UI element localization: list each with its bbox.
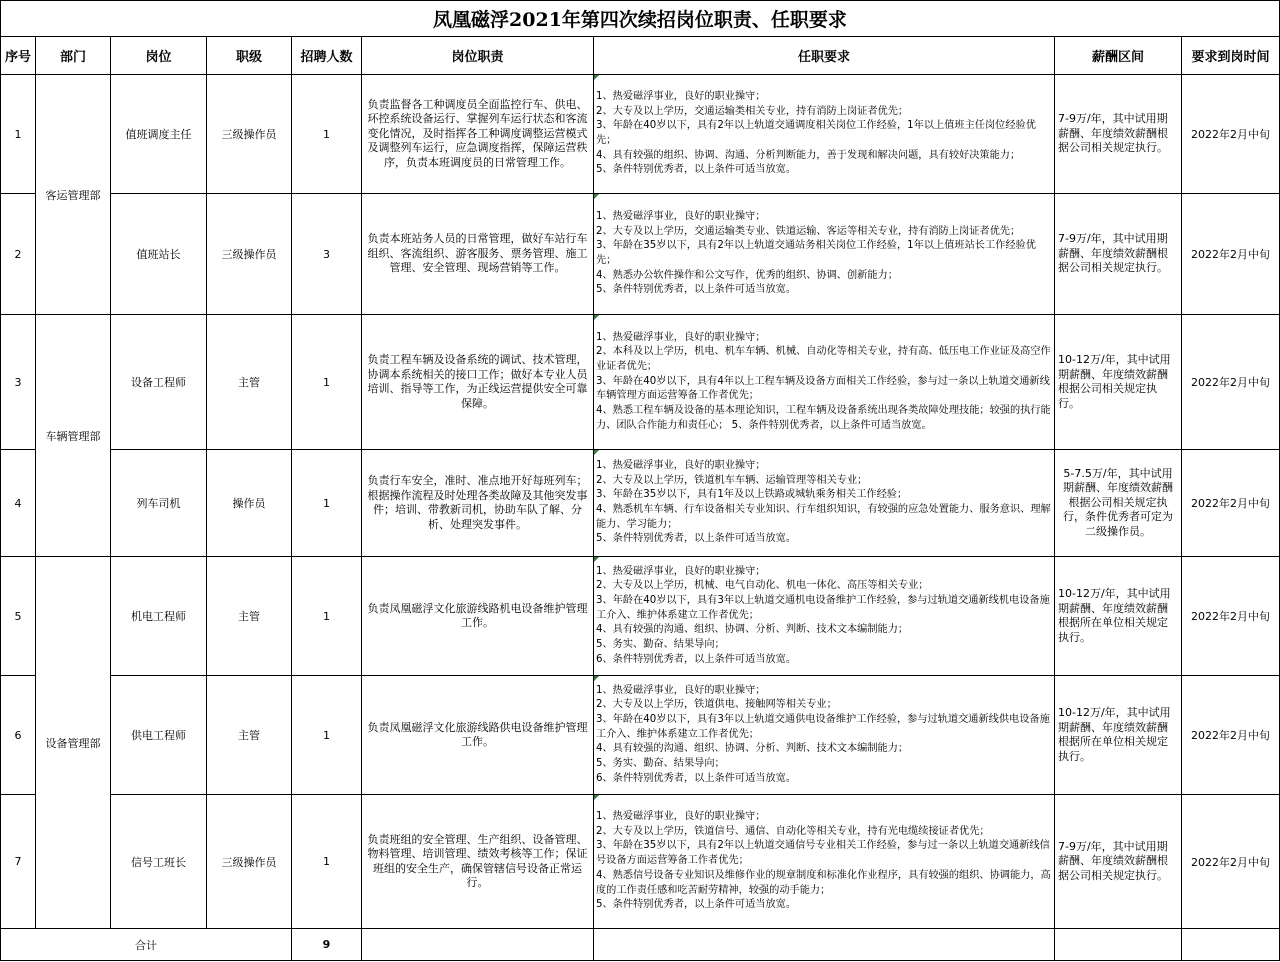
row-req: 1、热爱磁浮事业，良好的职业操守； 2、大专及以上学历，机械、电气自动化、机电一体化、高压等相关专业； 3、年龄在40岁以下，具有3年以上轨道交通机电设备维护工作经验，参与过轨道交通新线机电设备施工介入、维护体系建立工作者优先； 4、具有较强的沟通、组织、协调、分析、判断、技术文本编制能力； 5、务实、勤奋、结果导向； 6、条件特别优秀者，以上条件可适当放宽。: [594, 557, 1055, 676]
row-arrival: 2022年2月中旬: [1182, 557, 1280, 676]
row-count: 1: [292, 315, 362, 450]
row-level: 主管: [207, 676, 292, 795]
total-label: 合计: [1, 929, 292, 961]
empty-cell: [1055, 929, 1182, 961]
row-position: 供电工程师: [111, 676, 207, 795]
row-position: 信号工班长: [111, 795, 207, 929]
row-duty: 负责行车安全，准时、准点地开好每班列车；根据操作流程及时处理各类故障及其他突发事件；培训、带教新司机，协助车队了解、分析、处理突发事件。: [362, 450, 594, 557]
row-arrival: 2022年2月中旬: [1182, 194, 1280, 315]
dept-cell: 车辆管理部: [36, 315, 111, 557]
row-req: 1、热爱磁浮事业，良好的职业操守； 2、大专及以上学历，铁道供电、接触网等相关专业； 3、年龄在40岁以下，具有3年以上轨道交通供电设备维护工作经验，参与过轨道交通新线供电设备施工介入、维护体系建立工作者优先； 4、具有较强的沟通、组织、协调、分析、判断、技术文本编制能力； 5、务实、勤奋、结果导向； 6、条件特别优秀者，以上条件可适当放宽。: [594, 676, 1055, 795]
header-count: 招聘人数: [292, 37, 362, 75]
row-level: 三级操作员: [207, 795, 292, 929]
row-duty: 负责凤凰磁浮文化旅游线路供电设备维护管理工作。: [362, 676, 594, 795]
header-salary: 薪酬区间: [1055, 37, 1182, 75]
row-salary: 7-9万/年，其中试用期薪酬、年度绩效薪酬根据公司相关规定执行。: [1055, 194, 1182, 315]
row-seq: 2: [1, 194, 36, 315]
header-position: 岗位: [111, 37, 207, 75]
row-req: 1、热爱磁浮事业，良好的职业操守； 2、大专及以上学历，交通运输类专业、铁道运输、客运等相关专业，持有消防上岗证者优先； 3、年龄在35岁以下，具有2年以上轨道交通站务相关岗位工作经验，1年以上值班站长工作经验优先； 4、熟悉办公软件操作和公文写作，优秀的组织、协调、创新能力； 5、条件特别优秀者，以上条件可适当放宽。: [594, 194, 1055, 315]
row-seq: 5: [1, 557, 36, 676]
row-position: 设备工程师: [111, 315, 207, 450]
row-count: 1: [292, 75, 362, 194]
row-duty: 负责本班站务人员的日常管理，做好车站行车组织、客流组织、游客服务、票务管理、施工管理、安全管理、现场营销等工作。: [362, 194, 594, 315]
row-arrival: 2022年2月中旬: [1182, 450, 1280, 557]
row-level: 主管: [207, 315, 292, 450]
row-position: 值班站长: [111, 194, 207, 315]
row-salary: 10-12万/年，其中试用期薪酬、年度绩效薪酬根据所在单位相关规定执行。: [1055, 557, 1182, 676]
header-req: 任职要求: [594, 37, 1055, 75]
dept-cell: 客运管理部: [36, 75, 111, 315]
row-arrival: 2022年2月中旬: [1182, 676, 1280, 795]
row-seq: 3: [1, 315, 36, 450]
total-row: [1, 929, 1280, 961]
table-row: [1, 75, 1280, 194]
row-level: 三级操作员: [207, 75, 292, 194]
row-salary: 10-12万/年，其中试用期薪酬、年度绩效薪酬根据所在单位相关规定执行。: [1055, 676, 1182, 795]
row-req: 1、热爱磁浮事业，良好的职业操守； 2、大专及以上学历，交通运输类相关专业，持有消防上岗证者优先； 3、年龄在40岁以下，具有2年以上轨道交通调度相关岗位工作经验，1年以上值班主任岗位经验优先； 4、具有较强的组织、协调、沟通、分析判断能力，善于发现和解决问题，具有较好决策能力； 5、条件特别优秀者，以上条件可适当放宽。: [594, 75, 1055, 194]
row-salary: 5-7.5万/年，其中试用期薪酬、年度绩效薪酬根据公司相关规定执行，条件优秀者可定为二级操作员。: [1055, 450, 1182, 557]
row-duty: 负责班组的安全管理、生产组织、设备管理、物料管理、培训管理、绩效考核等工作；保证班组的安全生产，确保管辖信号设备正常运行。: [362, 795, 594, 929]
empty-cell: [362, 929, 594, 961]
row-count: 1: [292, 557, 362, 676]
row-seq: 6: [1, 676, 36, 795]
row-level: 三级操作员: [207, 194, 292, 315]
header-dept: 部门: [36, 37, 111, 75]
row-count: 1: [292, 450, 362, 557]
table-row: [1, 194, 1280, 315]
row-level: 操作员: [207, 450, 292, 557]
empty-cell: [594, 929, 1055, 961]
row-position: 值班调度主任: [111, 75, 207, 194]
row-duty: 负责凤凰磁浮文化旅游线路机电设备维护管理工作。: [362, 557, 594, 676]
table-row: [1, 450, 1280, 557]
row-count: 1: [292, 795, 362, 929]
row-seq: 4: [1, 450, 36, 557]
row-seq: 1: [1, 75, 36, 194]
header-level: 职级: [207, 37, 292, 75]
table-row: [1, 315, 1280, 450]
row-req: 1、热爱磁浮事业，良好的职业操守； 2、大专及以上学历，铁道机车车辆、运输管理等相关专业； 3、年龄在35岁以下，具有1年及以上铁路或城轨乘务相关工作经验； 4、熟悉机车车辆、行车设备相关专业知识、行车组织知识，有较强的应急处置能力、服务意识、理解能力、学习能力； 5、条件特别优秀者，以上条件可适当放宽。: [594, 450, 1055, 557]
total-count: 9: [292, 929, 362, 961]
row-arrival: 2022年2月中旬: [1182, 795, 1280, 929]
table-row: [1, 557, 1280, 676]
page-title: 凤凰磁浮2021年第四次续招岗位职责、任职要求: [1, 1, 1280, 37]
dept-cell: 设备管理部: [36, 557, 111, 929]
row-salary: 7-9万/年，其中试用期薪酬、年度绩效薪酬根据公司相关规定执行。: [1055, 795, 1182, 929]
row-salary: 7-9万/年，其中试用期薪酬、年度绩效薪酬根据公司相关规定执行。: [1055, 75, 1182, 194]
header-arrival: 要求到岗时间: [1182, 37, 1280, 75]
table-row: [1, 795, 1280, 929]
row-seq: 7: [1, 795, 36, 929]
row-count: 3: [292, 194, 362, 315]
table-row: [1, 676, 1280, 795]
row-duty: 负责监督各工种调度员全面监控行车、供电、环控系统设备运行、掌握列车运行状态和客流变化情况，及时指挥各工种调度调整运营模式及调整列车运行，应急调度指挥，保障运营秩序，负责本班调度员的日常管理工作。: [362, 75, 594, 194]
row-req: 1、热爱磁浮事业，良好的职业操守； 2、本科及以上学历，机电、机车车辆、机械、自动化等相关专业，持有高、低压电工作业证及高空作业证者优先； 3、年龄在40岁以下，具有4年以上工程车辆及设备方面相关工作经验，参与过一条以上轨道交通新线车辆管理方面运营筹备工作者优先； 4、熟悉工程车辆及设备的基本理论知识，工程车辆及设备系统出现各类故障处理技能；较强的执行能力、团队合作能力和责任心； 5、条件特别优秀者，以上条件可适当放宽。: [594, 315, 1055, 450]
row-salary: 10-12万/年，其中试用期薪酬、年度绩效薪酬根据公司相关规定执行。: [1055, 315, 1182, 450]
row-count: 1: [292, 676, 362, 795]
empty-cell: [1182, 929, 1280, 961]
row-arrival: 2022年2月中旬: [1182, 75, 1280, 194]
row-req: 1、热爱磁浮事业，良好的职业操守； 2、大专及以上学历，铁道信号、通信、自动化等相关专业，持有光电缆续接证者优先； 3、年龄在35岁以下，具有2年以上轨道交通信号专业相关工作经验，参与过一条以上轨道交通新线信号设备方面运营筹备工作者优先； 4、熟悉信号设备专业知识及维修作业的规章制度和标准化作业程序，具有较强的组织、协调能力，高度的工作责任感和吃苦耐劳精神，较强的动手能力； 5、条件特别优秀者，以上条件可适当放宽。: [594, 795, 1055, 929]
header-seq: 序号: [1, 37, 36, 75]
row-position: 列车司机: [111, 450, 207, 557]
row-duty: 负责工程车辆及设备系统的调试、技术管理，协调本系统相关的接口工作；做好本专业人员培训、指导等工作，为正线运营提供安全可靠保障。: [362, 315, 594, 450]
header-duty: 岗位职责: [362, 37, 594, 75]
row-level: 主管: [207, 557, 292, 676]
row-arrival: 2022年2月中旬: [1182, 315, 1280, 450]
row-position: 机电工程师: [111, 557, 207, 676]
